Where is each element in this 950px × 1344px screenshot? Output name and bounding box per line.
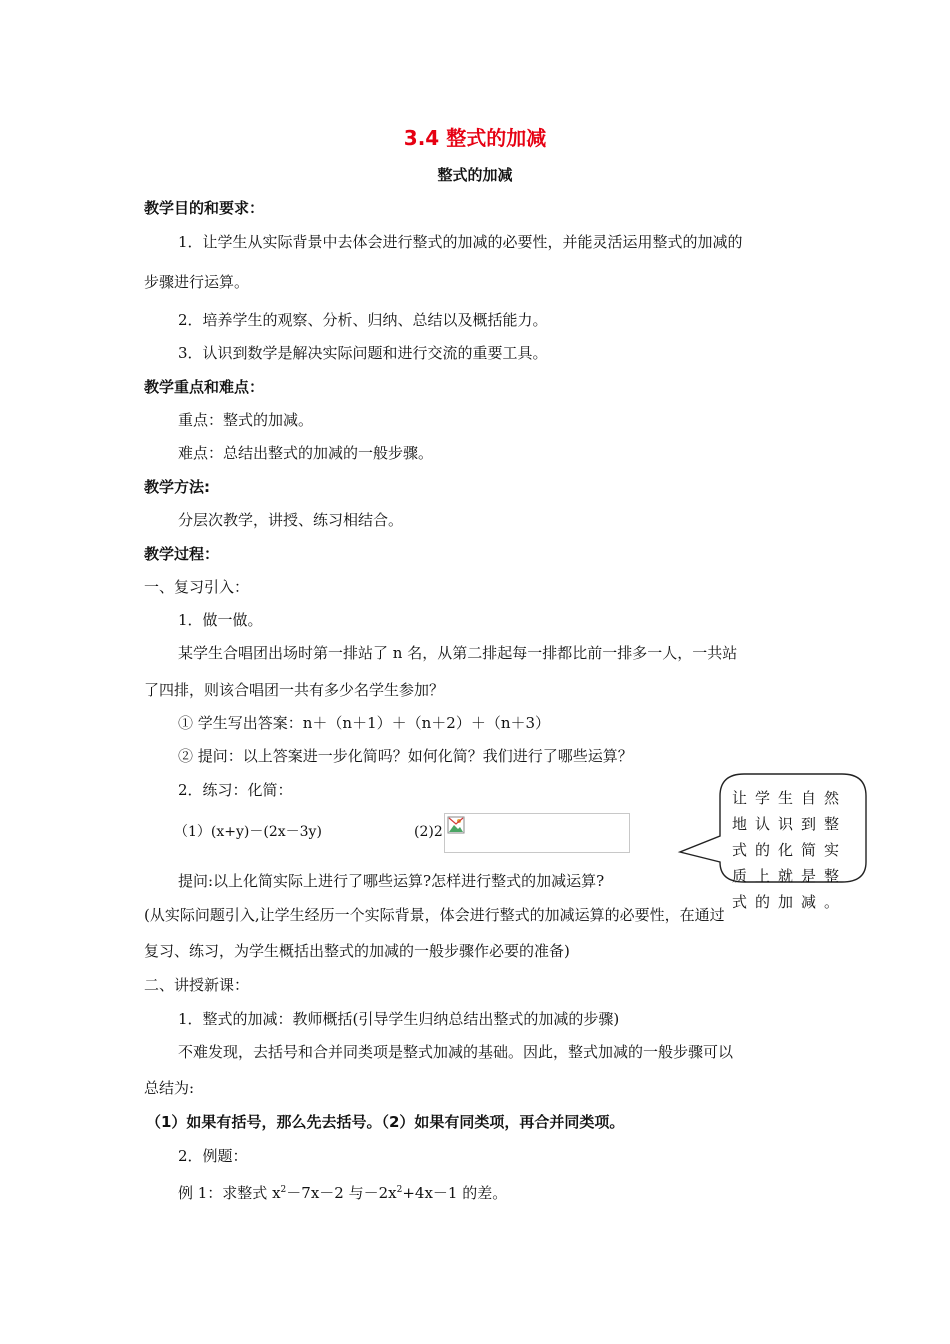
keypoint-focus: 重点：整式的加减。 bbox=[178, 411, 314, 429]
problem-line-1: 某学生合唱团出场时第一排站了 n 名，从第二排起每一排都比前一排多一人，一共站 bbox=[178, 644, 738, 662]
part2-step1: 1．整式的加减：教师概括(引导学生归纳总结出整式的加减的步骤) bbox=[178, 1010, 620, 1028]
simplify-prompt: 提问:以上化简实际上进行了哪些运算?怎样进行整式的加减运算? bbox=[178, 872, 605, 890]
design-note-line-2: 复习、练习，为学生概括出整式的加减的一般步骤作必要的准备) bbox=[144, 942, 570, 960]
exercise-1: （1）(x+y)－(2x－3y) bbox=[174, 824, 322, 840]
summary-line-1: 不难发现，去括号和合并同类项是整式加减的基础。因此，整式加减的一般步骤可以 bbox=[178, 1043, 734, 1061]
example-1-end: +4x－1 的差。 bbox=[402, 1184, 508, 1202]
process-heading: 教学过程： bbox=[144, 545, 220, 563]
method-text: 分层次教学，讲授、练习相结合。 bbox=[178, 511, 404, 529]
objective-item-2: 2．培养学生的观察、分析、归纳、总结以及概括能力。 bbox=[178, 311, 548, 329]
objectives-heading: 教学目的和要求： bbox=[144, 199, 265, 217]
objective-item-1-line-1: 1．让学生从实际背景中去体会进行整式的加减的必要性，并能灵活运用整式的加减的 bbox=[178, 233, 743, 251]
part2-heading: 二、讲授新课： bbox=[144, 976, 250, 994]
keypoint-difficulty: 难点：总结出整式的加减的一般步骤。 bbox=[178, 444, 434, 462]
objective-item-1-line-2: 步骤进行运算。 bbox=[144, 273, 250, 291]
example-1-mid: －7x－2 与－2x bbox=[286, 1184, 397, 1202]
exponent-2: 2 bbox=[396, 1185, 403, 1195]
page-title: 3.4 整式的加减 bbox=[403, 126, 547, 150]
keypoints-heading: 教学重点和难点： bbox=[144, 378, 265, 396]
section-subtitle: 整式的加减 bbox=[437, 166, 513, 184]
part2-step2: 2．例题： bbox=[178, 1147, 248, 1165]
broken-image-icon bbox=[447, 816, 465, 838]
design-note-line-1: (从实际问题引入,让学生经历一个实际背景，体会进行整式的加减运算的必要性，在通过 bbox=[144, 906, 725, 924]
example-1-prefix: 例 1：求整式 x bbox=[178, 1184, 281, 1202]
teacher-question: ② 提问：以上答案进一步化简吗？如何化简？我们进行了哪些运算？ bbox=[178, 747, 633, 765]
summary-line-2: 总结为: bbox=[144, 1079, 195, 1097]
example-1 bbox=[178, 1180, 507, 1203]
part1-step1: 1．做一做。 bbox=[178, 611, 263, 629]
problem-line-2: 了四排，则该合唱团一共有多少名学生参加？ bbox=[144, 681, 445, 699]
part1-heading: 一、复习引入： bbox=[144, 578, 250, 596]
method-heading: 教学方法: bbox=[144, 478, 210, 496]
objective-item-3: 3．认识到数学是解决实际问题和进行交流的重要工具。 bbox=[178, 344, 548, 362]
exponent-1: 2 bbox=[280, 1185, 287, 1195]
part1-step2: 2．练习：化简： bbox=[178, 781, 293, 799]
addition-rule: （1）如果有括号，那么先去括号。（2）如果有同类项，再合并同类项。 bbox=[146, 1113, 625, 1131]
exercise-2: (2)2 bbox=[414, 824, 443, 840]
student-answer: ① 学生写出答案：n＋（n＋1）＋（n＋2）＋（n＋3） bbox=[178, 714, 551, 732]
callout-text: 让学生自然地认识到整式的化简实质上就是整式的加减。 bbox=[732, 789, 848, 911]
broken-image-frame bbox=[444, 813, 630, 853]
